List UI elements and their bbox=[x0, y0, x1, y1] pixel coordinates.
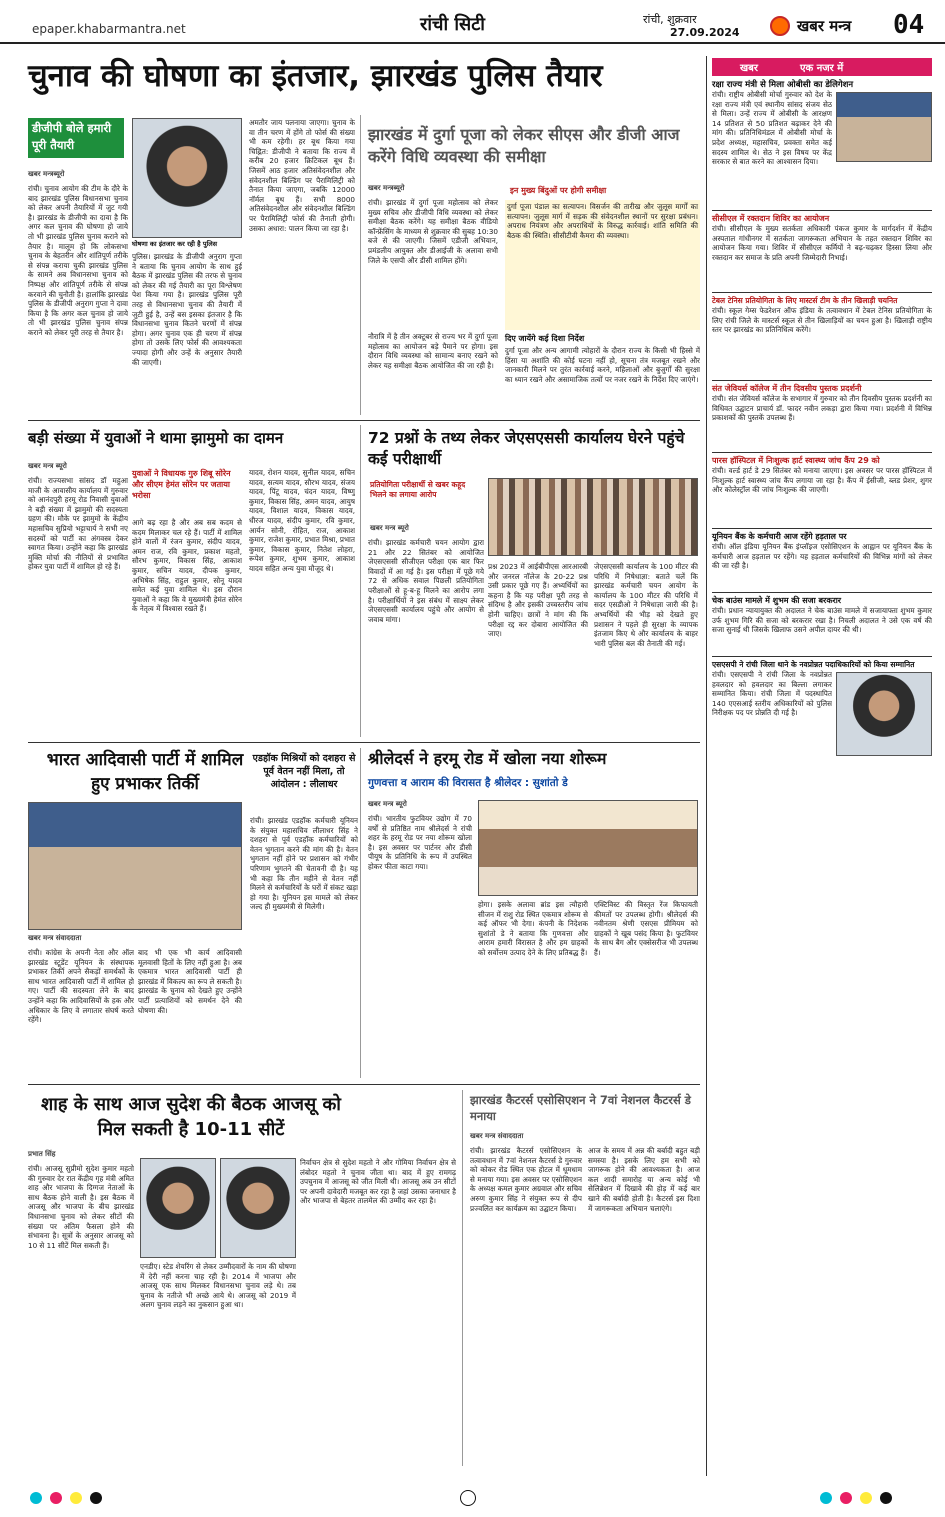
color-mark-icon bbox=[30, 1492, 42, 1504]
footer-bar bbox=[0, 1484, 945, 1514]
jmm-subhead: युवाओं ने विधायक गुरु शिबू सोरेन और सीएम हेमंत सोरेन पर जताया भरोसा bbox=[132, 469, 231, 500]
lead-body-col3: अमतौर जाय पलनाया जाएगा। चुनाव के वा तीन चरण में होंगे तो फोर्स की संख्या भी कम रहेगी। हर बूथ किया गया चिह्नित: डीजीपी ने बताया कि राज्य में करीब 20 हजार क्रिटिकल बूथ हैं। जिसमें आठ हजार अतिसंवेदनशील और संवेदनशील बिल्डिंग पर पैरामिलिट्री को तैनात किया जाएगा, जबकि 12000 नॉर्मल बूथ हैं। सभी 8000 अतिसंवेदनशील और संवेदनशील बिल्डिंग पर पैरामिलिट्री फोर्स की तैनाती होगी। उसका अधारा: पालन किया जा रहा है। bbox=[249, 118, 355, 233]
sidebar-item-unionbank bbox=[712, 532, 932, 586]
jssc-byline: खबर मन्त्र ब्यूरो bbox=[370, 524, 409, 532]
sidebar-rule bbox=[712, 452, 932, 453]
color-mark-icon bbox=[860, 1492, 872, 1504]
brand-name: खबर मन्त्र bbox=[797, 17, 852, 35]
lead-headline: चुनाव की घोषणा का इंतजार, झारखंड पुलिस तैयार bbox=[28, 58, 603, 94]
sidebar-body: रांची। प्रधान न्यायायुक्त की अदालत ने चेक बाउंस मामले में सजायाफ्ता शुभम कुमार उर्फ शुभम गिरि की सजा को बरकरार रखा है। निचली अदालत ने उसे एक वर्ष की सजा सुनाई थी जिसके खिलाफ उसने अपील दायर की थी। bbox=[712, 606, 932, 635]
caterers-byline: खबर मन्त्र संवाददाता bbox=[470, 1132, 524, 1140]
color-mark-icon bbox=[840, 1492, 852, 1504]
jmm-body-col3: यादव, रोशन यादव, सुनील यादव, सचिन यादव, सत्यम यादव, सौरभ यादव, संजय यादव, पिंटू यादव, चंदन यादव, विष्णु कुमार, विकास सिंह, अमन यादव, आयुष यादव, विशाल यादव, विकास यादव, धीरज यादव, संदीप कुमार, रवि कुमार, आर्यन सोनी, रोहित, राज, आकाश कुमार, राजेश कुमार, प्रभात मिश्रा, प्रभात कुमार, विकास कुमार, नितेश लोहरा, रूपेश कुमार, शुभम कुमार, आकाश यादव सहित अन्य युवा मौजूद थे। bbox=[249, 468, 355, 573]
sreeleathers-body-col1: रांची। भारतीय फुटवियर उद्योग में 70 वर्षों से प्रतिष्ठित नाम श्रीलेदर्स ने रांची शहर के हरमू रोड पर नया शोरूम खोला है। इस अवसर पर पार्टनर और डीसी पीयूष के प्रतिनिधि के रूप में उपस्थित होकर फीता काटा गया। bbox=[368, 814, 472, 871]
shah-body-col3: निर्वाचन क्षेत्र से सुदेश महतो ने और गोमिया निर्वाचन क्षेत्र से लंबोदर महतो ने चुनाव जीता था। बाद में हुए रामगढ़ उपचुनाव में आजसू को जीत मिली थी। आजसू अब उन सीटों पर अपनी दावेदारी मजबूत कर रहा है जहां उसका जनाधार है और भाजपा से बेहतर तालमेल की उम्मीद कर रहा है। bbox=[300, 1158, 456, 1206]
sidebar-body: रांची। सीसीएल के मुख्य सतर्कता अधिकारी पंकज कुमार के मार्गदर्शन में केंद्रीय अस्पताल गांधीनगर में सतर्कता जागरूकता अभियान के तहत रक्तदान शिविर का आयोजन किया गया। शिविर में सीसीएल कर्मियों ने बढ़-चढ़कर हिस्सा लिया और रक्तदान कर समाज के प्रति अपनी जिम्मेदारी निभाई। bbox=[712, 224, 932, 262]
tirkey-photo bbox=[28, 802, 242, 930]
sudesh-photo bbox=[220, 1158, 296, 1258]
color-mark-icon bbox=[820, 1492, 832, 1504]
lead-body-col2: पुलिस। झारखंड के डीजीपी अनुराग गुप्ता ने बताया कि चुनाव आयोग के साथ हुई बैठक में झारखंड पुलिस की तरफ से चुनाव को लेकर की गई तैयारी का पूरा विश्लेषण पेश किया गया है। झारखंड पुलिस पूरी तरह से विधानसभा चुनाव की तैयारी में जुटी हुई है, उन्हें बस इसका इंतजार है कि विधानसभा चुनाव कितने चरणों में संपन्न होगा। अगर चुनाव एक ही चरण में संपन्न होगा तो उसके लिए फोर्स की आवश्यकता ज्यादा होगी और उन्हें के अनुसार तैयारी की जाएगी। bbox=[132, 252, 242, 367]
sidebar-headline: टेबल टेनिस प्रतियोगिता के लिए मास्टर्स टीम के तीन खिलाड़ी चयनित bbox=[712, 296, 898, 305]
masthead-day: रांची, शुक्रवार bbox=[643, 13, 697, 26]
sreeleathers-body-col2: होगा। इसके अलावा ब्रांड इस त्यौहारी सीजन में राशु रोड स्थित एकमात्र शोरूम से कई ऑफर भी देगा। कंपनी के निदेशक सुशांतो डे ने बताया कि गुणवत्ता और आराम हमारी विरासत है और हम ग्राहकों को सर्वोत्तम उत्पाद देने के लिए प्रतिबद्ध हैं। bbox=[478, 900, 588, 957]
sidebar-body: रांची। एसएसपी ने रांची जिला के नवप्रोन्नत हवलदार को हवलदार का बिल्ला लगाकर सम्मानित किया। रांची जिला में पदस्थापित 140 एएसआई स्तरीय अधिकारियों को पुलिस निरीक्षक पद पर प्रोन्नति दी गई है। bbox=[712, 670, 832, 718]
shah-body-col2: एनडीए। स्टेड शेयरिंग से लेकर उम्मीदवारों के नाम की घोषणा में देरी नहीं करना चाह रही है। 2014 में भाजपा और आजसू एक साथ मिलकर विधानसभा चुनाव लड़े थे। तब चुनाव के नतीजे भी अच्छे आये थे। आजसू को 2019 में अलग चुनाव लड़ने का नुकसान हुआ था। bbox=[140, 1262, 296, 1310]
sidebar-body: रांची। ऑल इंडिया यूनियन बैंक इंप्लॉइज एसोसिएशन के आह्वान पर यूनियन बैंक के कर्मचारी आज हड़ताल पर रहेंगे। यह हड़ताल कर्मचारियों की विभिन्न मांगों को लेकर की जा रही है। bbox=[712, 542, 932, 571]
jssc-headline: 72 प्रश्नों के तथ्य लेकर जेएसएससी कार्यालय घेरने पहुंचे कई परीक्षार्थी bbox=[368, 429, 685, 468]
jssc-body-col3: जेएसएससी कार्यालय के 100 मीटर की परिधि में निषेधाज्ञा: बताते चलें कि झारखंड कर्मचारी चयन आयोग के कार्यालय के 100 मीटर की परिधि में सदर एसडीओ ने निषेधाज्ञा जारी की है। अभ्यर्थियों की भीड़ को देखते हुए प्रशासन ने पहले ही सुरक्षा के व्यापक इंतजाम किए थे और कार्यालय के बाहर भारी पुलिस बल की तैनाती की गई। bbox=[594, 562, 698, 648]
caterers-body-col2: आज के समय में अन्न की बर्बादी बहुत बड़ी समस्या है। इसके लिए हम सभी को जागरूक होने की आवश्यकता है। आज कल शादी समारोह या अन्य कोई भी सेलिब्रेशन में दिखावे की होड़ में कई बार खाने की बर्बादी होती है। कैटरर्स इस दिशा में जागरूकता अभियान चलाएंगे। bbox=[588, 1146, 700, 1213]
jssc-body-col1: रांची। झारखंड कर्मचारी चयन आयोग द्वारा 21 और 22 सितंबर को आयोजित जेएसएससी सीजीएल परीक्षा एक बार फिर विवादों में आ गई है। इस परीक्षा में पूछे गये 72 से अधिक सवाल पिछली प्रतियोगिता परीक्षाओं से हू-ब-हू मिलने का आरोप लगा है। परीक्षार्थियों ने इस संबंध में साक्ष्य लेकर जेएसएससी कार्यालय पहुंचे और आयोग से जवाब मांगा। bbox=[368, 538, 484, 624]
sreeleathers-subhead: गुणवत्ता व आराम की विरासत है श्रीलेदर : सुशांतो डे bbox=[368, 777, 568, 789]
caterers-headline: झारखंड कैटरर्स एसोसिएशन ने 7वां नेशनल कैटरर्स डे मनाया bbox=[470, 1093, 691, 1123]
sreeleathers-photo bbox=[478, 800, 698, 896]
sidebar-rule bbox=[712, 210, 932, 211]
jmm-headline: बड़ी संख्या में युवाओं ने थामा झामुमो का दामन bbox=[28, 429, 284, 447]
durga-body-col1: रांची। झारखंड में दुर्गा पूजा महोत्सव को लेकर मुख्य सचिव और डीजीपी विधि व्यवस्था को लेकर समीक्षा बैठक करेंगे। यह समीक्षा बैठक वीडियो कॉन्फ्रेंसिंग के माध्यम से शुक्रवार की सुबह 10:30 बजे से की जाएगी। जिसमें एडीजी अभियान, प्रमंडलीय आयुक्त और डीआईजी के अलावा सभी जिले के एसपी और डीसी शामिल होंगे। bbox=[368, 198, 498, 265]
tirkey-body-col2: बाद भी एक भी कार्य आदिवासी मूलवासी हितों के लिए नहीं हुआ है। अब एकमात्र भारत आदिवासी पार्टी ही झारखंड में विकल्प का रूप ले सकती है। झारखंड के चुनाव को देखते हुए उन्होंने पार्टी प्रत्याशियों को समर्थन देने की घोषणा की। bbox=[138, 948, 242, 1015]
color-mark-icon bbox=[90, 1492, 102, 1504]
sidebar-item-ccl bbox=[712, 214, 932, 286]
jmm-byline: खबर मन्त्र ब्यूरो bbox=[28, 462, 67, 470]
section-rule bbox=[28, 1084, 700, 1085]
durga-directive-title: दिए जायेंगे कई दिशा निर्देश bbox=[505, 334, 585, 343]
sidebar-item-paras bbox=[712, 456, 932, 524]
sidebar-rule bbox=[712, 292, 932, 293]
sidebar-headline: एसएसपी ने रांची जिला थाने के नवप्रोन्नत पदाधिकारियों को किया सम्मानित bbox=[712, 660, 915, 669]
caterers-body-col1: रांची। झारखंड कैटरर्स एसोसिएशन के तत्वावधान में 7वां नेशनल कैटरर्स डे गुरुवार को कोकर रोड स्थित एक होटल में धूमधाम से मनाया गया। इस अवसर पर एसोसिएशन के अध्यक्ष कमल कुमार अग्रवाल और सचिव अरुण कुमार सिंह ने संयुक्त रूप से दीप प्रज्वलित कर कार्यक्रम का उद्घाटन किया। bbox=[470, 1146, 582, 1213]
sidebar-item-obc bbox=[712, 80, 932, 200]
lead-kicker: डीजीपी बोले हमारी पूरी तैयारी bbox=[28, 118, 124, 158]
sidebar-rule bbox=[712, 656, 932, 657]
sidebar-body: रांची। वर्ल्ड हार्ट डे 29 सितंबर को मनाया जाएगा। इस अवसर पर पारस हॉस्पिटल में निःशुल्क हार्ट स्वास्थ्य जांच कैंप लगाया जा रहा है। कैंप में ईसीजी, ब्लड प्रेशर, शुगर और कोलेस्ट्रॉल की जांच निःशुल्क की जाएगी। bbox=[712, 466, 932, 495]
agitation-body: रांची। झारखंड एडहॉक कर्मचारी यूनियन के संयुक्त महासचिव लीलाधर सिंह ने दशहरा से पूर्व एडहॉक कर्मचारियों को वेतन भुगतान करने की मांग की है। वेतन भुगतान नहीं होने पर प्रशासन को गंभीर परिणाम भुगतने की चेतावनी दी है। यह भी कहा कि तीन महीने से वेतन नहीं मिलने से कर्मचारियों के घरों में संकट खड़ा हो गया है। यूनियन इस मामले को लेकर जल्द ही मुख्यमंत्री से मिलेगी। bbox=[250, 816, 358, 912]
ssp-photo bbox=[836, 672, 932, 756]
registration-crosshair-icon bbox=[460, 1490, 476, 1506]
masthead bbox=[0, 0, 945, 44]
color-mark-icon bbox=[50, 1492, 62, 1504]
shah-photo bbox=[140, 1158, 216, 1258]
sidebar-item-tabletennis bbox=[712, 296, 932, 370]
agitation-headline: एडहॉक मिश्रियों को दशहरा से पूर्व वेतन नहीं मिला, तो आंदोलन : लीलाधर bbox=[252, 753, 356, 790]
masthead-date: 27.09.2024 bbox=[670, 26, 740, 39]
lead-body-col1: रांची। चुनाव आयोग की टीम के दौरे के बाद झारखंड पुलिस विधानसभा चुनाव को लेकर अपनी तैयारियों में जुट गयी है। झारखंड के डीजीपी का दावा है कि अगर कल चुनाव की घोषणा हो जाये तो भी झारखंड पुलिस चुनाव कराने को तैयार है। मालूम हो कि लोकसभा चुनाव के बेहतरीन और शांतिपूर्ण तरीके से संपन्न कराया चुकी झारखंड पुलिस के सामने अब विधानसभा चुनाव को निष्पक्ष और शांतिपूर्ण तरीके से संपन्न करवाने की चुनौती है। हालांकि झारखंड पुलिस के डीजीपी अनुराग गुप्ता ने दावा किया है कि अगर कल चुनाव हो जाये तो भी झारखंड पुलिस चुनाव संपन्न कराने को लेकर पूरी तरह से तैयार है। bbox=[28, 184, 128, 337]
tirkey-byline: खबर मन्त्र संवाददाता bbox=[28, 934, 82, 942]
shah-byline: प्रभात सिंह bbox=[28, 1150, 56, 1158]
sidebar-headline: संत जेवियर्स कॉलेज में तीन दिवसीय पुस्तक प्रदर्शनी bbox=[712, 384, 862, 393]
sidebar-headline: यूनियन बैंक के कर्मचारी आज रहेंगे हड़ताल पर bbox=[712, 532, 847, 541]
section-rule bbox=[28, 742, 700, 743]
sidebar-header-left: खबर bbox=[740, 63, 758, 74]
lead-byline: खबर मन्त्रब्यूरो bbox=[28, 170, 65, 178]
column-divider bbox=[462, 1090, 463, 1466]
sidebar-item-cheque bbox=[712, 596, 932, 650]
sidebar-rule bbox=[712, 592, 932, 593]
sidebar-body: रांची। राष्ट्रीय ओबीसी मोर्चा गुरुवार को देश के रक्षा राज्य मंत्री एवं स्थानीय सांसद संजय सेठ से मिला। उन्हें राज्य में ओबीसी के आरक्षण 14 प्रतिशत से 50 प्रतिशत बढ़ाकर देने की मांग की। प्रतिनिधिमंडल में ओबीसी मोर्चा के प्रदेश अध्यक्ष, महासचिव, प्रवक्ता समेत कई सदस्य शामिल थे। सेठ ने इस विषय पर केंद्र सरकार से बात करने का आश्वासन दिया। bbox=[712, 90, 832, 167]
jssc-body-col2: प्रश्न 2023 में आईबीपीएस आरआरबी और जनरल नॉलेज के 20-22 प्रश्न उसी प्रकार पूछे गए हैं। अभ्यर्थियों का कहना है कि यह परीक्षा पूरी तरह से संदिग्ध है और इसकी उच्चस्तरीय जांच होनी चाहिए। छात्रों ने मांग की कि परीक्षा रद्द कर दोबारा आयोजित की जाए। bbox=[488, 562, 588, 639]
durga-points-title: इन मुख्य बिंदुओं पर होगी समीक्षा bbox=[510, 186, 607, 195]
brand-logo-icon bbox=[770, 16, 790, 36]
jmm-body-col1: रांची। राज्यसभा सांसद डॉ महुआ माजी के आवासीय कार्यालय में गुरुवार को आनंदपुरी हरमू रोड निवासी युवाओं ने बड़ी संख्या में झामुमो की सदस्यता ग्रहण की। मौके पर झामुमो के केंद्रीय महासचिव सुप्रियो भट्टाचार्य ने सभी नए सदस्यों को पार्टी का अंगवस्त्र देकर स्वागत किया। उन्होंने कहा कि झारखंड मुक्ति मोर्चा की नीतियों से प्रभावित होकर युवा पार्टी में शामिल हो रहे हैं। bbox=[28, 476, 128, 572]
shah-headline: शाह के साथ आज सुदेश की बैठक आजसू को मिल सकती है 10-11 सीटें bbox=[41, 1094, 341, 1140]
sreeleathers-body-col3: एक्टिविस्ट की विस्तृत रेंज किफायती कीमतों पर उपलब्ध होगी। श्रीलेदर्स की नवीनतम श्रेणी एसएस प्रीमियम को ग्राहकों ने खूब पसंद किया है। फुटवियर के साथ बैग और एक्सेसरीज भी उपलब्ध हैं। bbox=[594, 900, 698, 957]
sidebar-body: रांची। संत जेवियर्स कॉलेज के सभागार में गुरुवार को तीन दिवसीय पुस्तक प्रदर्शनी का विधिवत उद्घाटन प्राचार्य डॉ. फादर नवीन लकड़ा द्वारा किया गया। प्रदर्शनी में विभिन्न प्रकाशकों की पुस्तकें उपलब्ध हैं। bbox=[712, 394, 932, 423]
sidebar-headline: सीसीएल में रक्तदान शिविर का आयोजन bbox=[712, 214, 830, 223]
sidebar-item-ssp bbox=[712, 660, 932, 760]
sidebar-headline: रक्षा राज्य मंत्री से मिला ओबीसी का डेलिगेशन bbox=[712, 80, 854, 90]
tirkey-body-col1: रांची। कांग्रेस के अपनी नेता और ऑल झारखंड स्टूडेंट यूनियन के संस्थापक प्रभाकर तिर्की अपने सैकड़ों समर्थकों के साथ भारत आदिवासी पार्टी में शामिल हो गए। पार्टी की सदस्यता लेने के बाद उन्होंने कहा कि आदिवासियों के हक और अधिकार के लिए वे लगातार संघर्ष करते रहेंगे। bbox=[28, 948, 134, 1025]
sidebar-header-right: एक नजर में bbox=[800, 63, 844, 74]
section-title: रांची सिटी bbox=[420, 14, 485, 35]
column-divider bbox=[360, 748, 361, 1078]
durga-directive-body: दुर्गा पूजा और अन्य आगामी त्योहारों के दौरान राज्य के किसी भी हिस्से में हिंसा या अशांति की कोई घटना नहीं हो, सूचना तंत्र मजबूत रखने और जानकारी मिलने पर तुरंत कार्रवाई करने, महिलाओं और बुजुर्गों की सुरक्षा का ध्यान रखने और असामाजिक तत्वों पर नजर रखने के निर्देश दिए जाएंगे। bbox=[505, 346, 700, 384]
dgp-photo bbox=[132, 118, 242, 238]
obc-photo bbox=[836, 92, 932, 162]
shah-body-col1: रांची। आजसू सुप्रीमो सुदेश कुमार महतो की गुरुवार देर रात केंद्रीय गृह मंत्री अमित शाह और भाजपा के दिग्गज नेताओं के साथ बैठक होने वाली है। इस बैठक में आजसू और भाजपा के बीच झारखंड विधानसभा चुनाव को लेकर सीटों की संख्या पर अंतिम फैसला होने की संभावना है। सूत्रों के अनुसार आजसू को 10 से 11 सीटें मिल सकती हैं। bbox=[28, 1164, 134, 1250]
sidebar-rule bbox=[712, 380, 932, 381]
durga-byline: खबर मन्त्रब्यूरो bbox=[368, 184, 405, 192]
color-mark-icon bbox=[70, 1492, 82, 1504]
column-divider bbox=[360, 115, 361, 415]
sidebar-headline: चेक बाउंस मामले में शुभम की सजा बरकरार bbox=[712, 596, 842, 605]
sidebar-body: रांची। स्कूल गेम्स फेडरेशन ऑफ इंडिया के तत्वावधान में टेबल टेनिस प्रतियोगिता के लिए रांची जिले के मास्टर्स स्कूल से तीन खिलाड़ियों का चयन हुआ है। खिलाड़ी राष्ट्रीय स्तर पर झारखंड का प्रतिनिधित्व करेंगे। bbox=[712, 306, 932, 335]
column-divider bbox=[360, 425, 361, 737]
color-mark-icon bbox=[880, 1492, 892, 1504]
jssc-subhead: प्रतियोगिता परीक्षार्थी से खबर कहूद भिलने का लगाया आरोप bbox=[370, 480, 466, 499]
sidebar-headline: पारस हॉस्पिटल में निःशुल्क हार्ट स्वास्थ्य जांच कैंप 29 को bbox=[712, 456, 880, 465]
sreeleathers-headline: श्रीलेदर्स ने हरमू रोड में खोला नया शोरूम bbox=[368, 749, 607, 768]
durga-headline: झारखंड में दुर्गा पूजा को लेकर सीएस और डीजी आज करेंगे विधि व्यवस्था की समीक्षा bbox=[368, 125, 680, 166]
durga-points: दुर्गा पूजा पंडाल का सत्यापन। विसर्जन की तारीख और जुलूस मार्गों का सत्यापन। जुलूस मार्ग में सड़क की संवेदनशील स्थानों पर सुरक्षा प्रबंधन। अपराध नियंत्रण और अपराधियों के विरुद्ध कार्रवाई। शांति समिति की बैठक की स्थिति। सीसीटीवी कैमरा की व्यवस्था। bbox=[505, 200, 700, 330]
page-number: 04 bbox=[893, 10, 925, 40]
jssc-protest-photo bbox=[488, 478, 698, 556]
durga-body-col1b: नौरात्रि में है तीन अक्टूबर से राज्य भर में दुर्गा पूजा महोत्सव का आयोजन बड़े पैमाने पर होगा। इस दौरान विधि व्यवस्था को सामान्य बनाए रखने को लेकर यह समीक्षा बैठक आयोजित की जा रही है। bbox=[368, 332, 498, 370]
lead-photo-caption: घोषणा का इंतजार कर रही है पुलिस bbox=[132, 240, 218, 248]
site-url[interactable]: epaper.khabarmantra.net bbox=[32, 22, 186, 36]
tirkey-headline: भारत आदिवासी पार्टी में शामिल हुए प्रभाकर तिर्की bbox=[46, 750, 244, 794]
sidebar-divider bbox=[706, 56, 707, 1476]
jmm-body-col2: आगे बढ़ रहा है और अब सब कदम से कदम मिलाकर चल रहे हैं। पार्टी में शामिल होने वालों में रंजन कुमार, संदीप यादव, अमन राज, रवि कुमार, प्रकाश महतो, सौरभ कुमार, विकास सिंह, आकाश कुमार, सचिन यादव, दीपक कुमार, अभिषेक सिंह, राहुल कुमार, सोनू यादव समेत कई युवा शामिल थे। इस दौरान युवाओं ने कहा कि वे मुख्यमंत्री हेमंत सोरेन के नेतृत्व में विश्वास रखते हैं। bbox=[132, 518, 242, 614]
section-rule bbox=[28, 420, 700, 421]
sidebar-item-bookfair bbox=[712, 384, 932, 450]
sidebar-rule bbox=[712, 528, 932, 529]
sreeleathers-byline: खबर मन्त्र ब्यूरो bbox=[368, 800, 407, 808]
